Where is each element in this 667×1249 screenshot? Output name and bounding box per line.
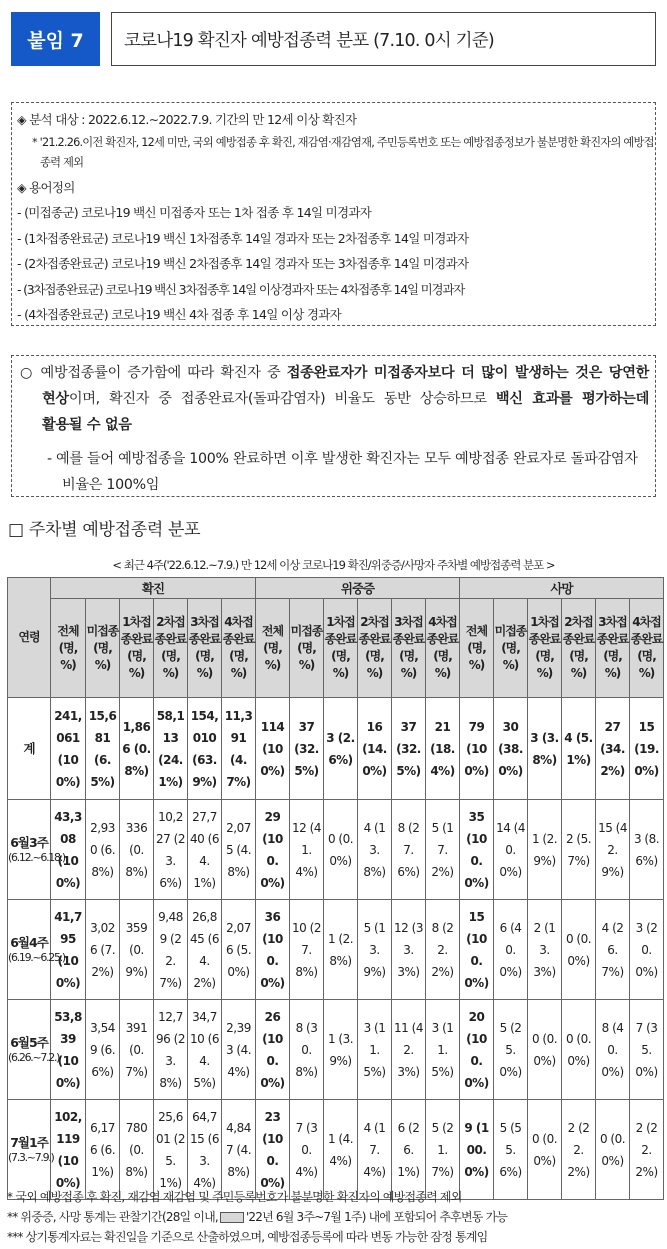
- table-cell: 21 (18.4%): [426, 698, 460, 800]
- table-cell: 26,845 (64.2%): [188, 900, 222, 1000]
- table-row: [8, 900, 664, 1000]
- footnote-3: *** 상기통계자료는 확진일을 기준으로 산출하였으며, 예방접종등록에 따라 변동 가능한 잠정 통계임: [7, 1230, 488, 1244]
- table-cell: 1 (2.8%): [324, 900, 358, 1000]
- table-cell: 30 (38.0%): [494, 698, 528, 800]
- table-cell: 2,076 (5.0%): [222, 900, 256, 1000]
- table-cell: 12,796 (23.8%): [154, 1000, 188, 1100]
- column-header: 2차접종완료 (명, %): [562, 599, 596, 698]
- table-cell: 58,113 (24.1%): [154, 698, 188, 800]
- table-cell: 11,391 (4.7%): [222, 698, 256, 800]
- table-cell: 4 (13.8%): [358, 800, 392, 900]
- footnote-1: * 국외 예방접종 후 확진, 재감염 재감염 및 주민등록번호가 불분명한 확진자의 예방접종력 제외: [7, 1190, 462, 1204]
- group-header-severe: 위중증: [256, 578, 460, 599]
- column-header: 3차접종완료 (명, %): [188, 599, 222, 698]
- table-cell: 1 (3.9%): [324, 1000, 358, 1100]
- table-cell: 0 (0.0%): [324, 800, 358, 900]
- table-cell: 53,839 (100%): [51, 1000, 86, 1100]
- example-paragraph: - 예를 들어 예방접종을 100% 완료하면 이후 발생한 확진자는 모두 예방접종 완료자로 돌파감염자 비율은 100%임: [47, 451, 638, 493]
- table-cell: 7 (35.0%): [630, 1000, 664, 1100]
- table-row: [8, 698, 664, 800]
- table-cell: 3,026 (7.2%): [86, 900, 120, 1000]
- table-cell: 2,075 (4.8%): [222, 800, 256, 900]
- page-title: 코로나19 확진자 예방접종력 분포 (7.10. 0시 기준): [111, 12, 656, 66]
- table-cell: 2 (22.2%): [562, 1100, 596, 1200]
- table-cell: 43,308 (100%): [51, 800, 86, 900]
- table-cell: 3 (2.6%): [324, 698, 358, 800]
- table-cell: 2,393 (4.4%): [222, 1000, 256, 1100]
- column-header: 미접종 (명, %): [86, 599, 120, 698]
- column-header: 4차접종완료 (명, %): [222, 599, 256, 698]
- table-cell: 25,601 (25.1%): [154, 1100, 188, 1200]
- table-cell: 36 (100.0%): [256, 900, 290, 1000]
- row-label: 6월5주 (6.26.~7.2.): [8, 1000, 51, 1100]
- table-cell: 336 (0.8%): [120, 800, 154, 900]
- interpretation-note-box: [11, 355, 656, 497]
- table-cell: 154,010 (63.9%): [188, 698, 222, 800]
- table-cell: 8 (22.2%): [426, 900, 460, 1000]
- column-header: 전체 (명, %): [460, 599, 494, 698]
- table-cell: 26 (100.0%): [256, 1000, 290, 1100]
- column-header: 1차접종완료 (명, %): [120, 599, 154, 698]
- shaded-legend-swatch: [220, 1212, 244, 1223]
- table-cell: 391 (0.7%): [120, 1000, 154, 1100]
- table-cell: 6 (40.0%): [494, 900, 528, 1000]
- table-cell: 2,930 (6.8%): [86, 800, 120, 900]
- table-cell: 2 (13.3%): [528, 900, 562, 1000]
- table-cell: 15 (19.0%): [630, 698, 664, 800]
- table-cell: 64,715 (63.4%): [188, 1100, 222, 1200]
- column-header: 2차접종완료 (명, %): [358, 599, 392, 698]
- table-cell: 12 (41.4%): [290, 800, 324, 900]
- table-row: [8, 800, 664, 900]
- table-cell: 2 (22.2%): [630, 1100, 664, 1200]
- exclusion-note: * '21.2.26.이전 확진자, 12세 미만, 국외 예방접종 후 확진, 재감염·재감염재, 주민등록번호 또는 예방접종정보가 불분명한 확진자의 예방접종력 제외: [32, 135, 654, 169]
- footnote-2: ** 위중증, 사망 통계는 관찰기간(28일 이내, '22년 6월 3주~7월 1주) 내에 포함되어 추후변동 가능: [7, 1210, 508, 1224]
- table-cell: 20 (100.0%): [460, 1000, 494, 1100]
- definition-dose3: - (3차접종완료군) 코로나19 백신 3차접종후 14일 이상경과자 또는 4차접종후 14일 미경과자: [17, 281, 465, 297]
- column-header: 3차접종완료 (명, %): [596, 599, 630, 698]
- definition-unvaccinated: - (미접종군) 코로나19 백신 미접종자 또는 1차 접종 후 14일 미경과자: [17, 205, 372, 220]
- table-cell: 0 (0.0%): [528, 1100, 562, 1200]
- table-row: [8, 1000, 664, 1100]
- table-cell: 27,740 (64.1%): [188, 800, 222, 900]
- table-cell: 3 (3.8%): [528, 698, 562, 800]
- table-cell: 16 (14.0%): [358, 698, 392, 800]
- table-cell: 5 (17.2%): [426, 800, 460, 900]
- column-header: 1차접종완료 (명, %): [324, 599, 358, 698]
- table-cell: 5 (13.9%): [358, 900, 392, 1000]
- table-cell: 8 (30.8%): [290, 1000, 324, 1100]
- table-cell: 4 (17.4%): [358, 1100, 392, 1200]
- table-cell: 2 (5.7%): [562, 800, 596, 900]
- table-cell: 114 (100%): [256, 698, 290, 800]
- table-cell: 6 (26.1%): [392, 1100, 426, 1200]
- interpretation-paragraph: ○ 예방접종률이 증가함에 따라 확진자 중 접종완료자가 미접종자보다 더 많이 발생하는 것은 당연한 현상이며, 확진자 중 접종완료자(돌파감염자) 비율도 동반 상승하므로 백신 효과를 평가하는데 활용될 수 없음: [20, 365, 650, 433]
- table-cell: 3 (8.6%): [630, 800, 664, 900]
- table-cell: 15 (100.0%): [460, 900, 494, 1000]
- table-cell: 11 (42.3%): [392, 1000, 426, 1100]
- analysis-info-box: [11, 102, 656, 326]
- table-cell: 0 (0.0%): [562, 900, 596, 1000]
- group-header-confirmed: 확진: [51, 578, 256, 599]
- attachment-badge: 붙임 7: [11, 12, 100, 66]
- table-cell: 1 (2.9%): [528, 800, 562, 900]
- column-header: 미접종 (명, %): [290, 599, 324, 698]
- table-cell: 15 (42.9%): [596, 800, 630, 900]
- table-cell: 23 (100.0%): [256, 1100, 290, 1200]
- table-cell: 0 (0.0%): [528, 1000, 562, 1100]
- row-label: 6월3주 (6.12.~6.18.): [8, 800, 51, 900]
- row-label: 6월4주 (6.19.~6.25.): [8, 900, 51, 1000]
- table-cell: 9 (100.0%): [460, 1100, 494, 1200]
- column-header: 4차접종완료 (명, %): [426, 599, 460, 698]
- table-cell: 10 (27.8%): [290, 900, 324, 1000]
- table-cell: 3 (20.0%): [630, 900, 664, 1000]
- row-label: 7월1주 (7.3.~7.9.): [8, 1100, 51, 1200]
- table-cell: 1 (4.4%): [324, 1100, 358, 1200]
- table-cell: 6,176 (6.1%): [86, 1100, 120, 1200]
- table-cell: 34,710 (64.5%): [188, 1000, 222, 1100]
- column-header: 전체 (명, %): [256, 599, 290, 698]
- table-cell: 4 (5.1%): [562, 698, 596, 800]
- definition-dose2: - (2차접종완료군) 코로나19 백신 2차접종후 14일 경과자 또는 3차접종후 14일 미경과자: [17, 256, 469, 271]
- definition-dose4: - (4차접종완료군) 코로나19 백신 4차 접종 후 14일 이상 경과자: [17, 307, 342, 322]
- table-caption: < 최근 4주('22.6.12.~7.9.) 만 12세 이상 코로나19 확진/위중증/사망자 주차별 예방접종력 분포 >: [112, 558, 555, 572]
- table-cell: 29 (100.0%): [256, 800, 290, 900]
- table-cell: 4,847 (4.8%): [222, 1100, 256, 1200]
- group-header-death: 사망: [460, 578, 664, 599]
- table-cell: 8 (27.6%): [392, 800, 426, 900]
- table-cell: 12 (33.3%): [392, 900, 426, 1000]
- table-row: [8, 1100, 664, 1200]
- definitions-heading: ◈ 용어정의: [17, 179, 75, 195]
- table-cell: 27 (34.2%): [596, 698, 630, 800]
- table-cell: 241,061 (100%): [51, 698, 86, 800]
- table-cell: 7 (30.4%): [290, 1100, 324, 1200]
- table-cell: 5 (55.6%): [494, 1100, 528, 1200]
- table-cell: 359 (0.9%): [120, 900, 154, 1000]
- table-cell: 4 (26.7%): [596, 900, 630, 1000]
- table-cell: 102,119 (100%): [51, 1100, 86, 1200]
- table-cell: 8 (40.0%): [596, 1000, 630, 1100]
- row-label: 계: [8, 698, 51, 800]
- table-cell: 15,681 (6.5%): [86, 698, 120, 800]
- footnotes: [7, 1187, 657, 1247]
- vaccination-table: [7, 577, 664, 1200]
- definition-dose1: - (1차접종완료군) 코로나19 백신 1차접종후 14일 경과자 또는 2차접종후 14일 미경과자: [17, 230, 469, 246]
- table-cell: 10,227 (23.6%): [154, 800, 188, 900]
- section-title: □ 주차별 예방접종력 분포: [8, 520, 201, 540]
- column-header: 4차접종완료 (명, %): [630, 599, 664, 698]
- table-cell: 780 (0.8%): [120, 1100, 154, 1200]
- table-cell: 35 (100.0%): [460, 800, 494, 900]
- table-cell: 37 (32.5%): [290, 698, 324, 800]
- column-header: 미접종 (명, %): [494, 599, 528, 698]
- table-cell: 5 (25.0%): [494, 1000, 528, 1100]
- table-cell: 41,795 (100%): [51, 900, 86, 1000]
- table-cell: 3,549 (6.6%): [86, 1000, 120, 1100]
- table-cell: 3 (11.5%): [358, 1000, 392, 1100]
- column-header: 2차접종완료 (명, %): [154, 599, 188, 698]
- table-cell: 1,866 (0.8%): [120, 698, 154, 800]
- table-cell: 0 (0.0%): [562, 1000, 596, 1100]
- table-cell: 5 (21.7%): [426, 1100, 460, 1200]
- row-header: 연령: [8, 578, 51, 698]
- table-cell: 0 (0.0%): [596, 1100, 630, 1200]
- table-cell: 3 (11.5%): [426, 1000, 460, 1100]
- document-header: [11, 12, 656, 66]
- table-cell: 14 (40.0%): [494, 800, 528, 900]
- analysis-target: ◈ 분석 대상 : 2022.6.12.∼2022.7.9. 기간의 만 12세 이상 확진자: [17, 112, 357, 127]
- table-cell: 37 (32.5%): [392, 698, 426, 800]
- table-cell: 9,489 (22.7%): [154, 900, 188, 1000]
- column-header: 1차접종완료 (명, %): [528, 599, 562, 698]
- table-cell: 79 (100%): [460, 698, 494, 800]
- column-header: 전체 (명, %): [51, 599, 86, 698]
- column-header: 3차접종완료 (명, %): [392, 599, 426, 698]
